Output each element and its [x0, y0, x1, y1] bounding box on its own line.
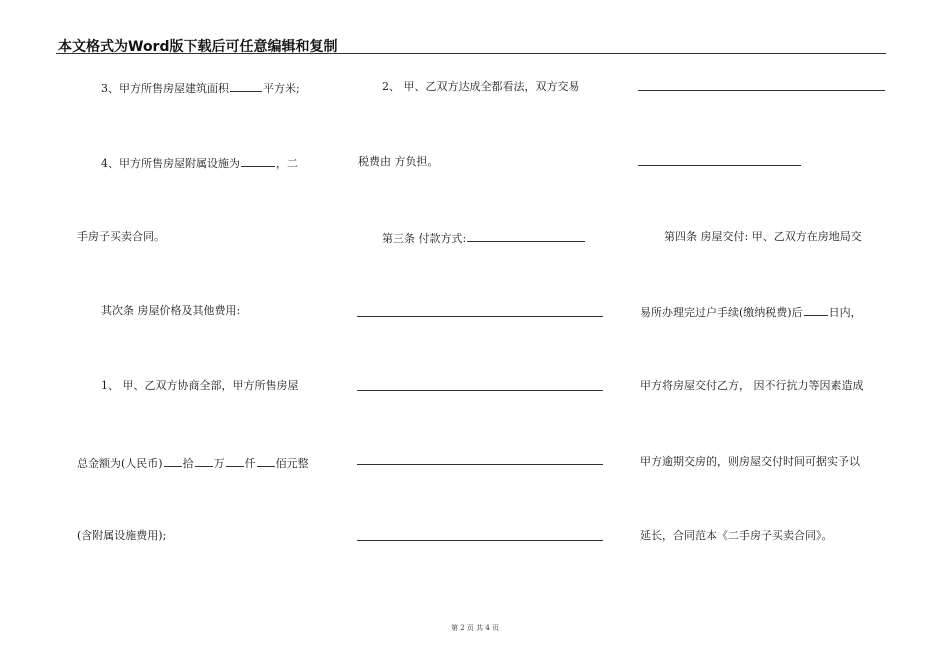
col1-clause-4-text: 4、甲方所售房屋附属设施为 [101, 157, 240, 170]
total-amount-label: 总金额为(人民币) [77, 457, 163, 470]
unit-wan: 万 [213, 457, 225, 470]
area-blank[interactable] [230, 80, 262, 92]
payment-line-2[interactable] [357, 390, 603, 391]
col3-line-2[interactable] [638, 165, 801, 166]
col1-includes-facilities: (含附属设施费用); [77, 529, 167, 542]
col3-line-1[interactable] [638, 90, 885, 91]
facilities-blank[interactable] [241, 155, 275, 167]
col3-transfer-clause [640, 304, 862, 320]
col1-total-amount [77, 455, 309, 471]
unit-bai: 佰元整 [275, 457, 309, 470]
transfer-clause-text: 易所办理完过户手续(缴纳税费)后 [640, 306, 803, 319]
col3-overdue: 甲方逾期交房的，则房屋交付时间可据实予以 [640, 455, 860, 468]
col3-extension: 延长，合同范本《二手房子买卖合同》。 [640, 529, 833, 542]
unit-shi: 拾 [182, 457, 194, 470]
amount-blank-1[interactable] [164, 455, 182, 467]
col2-tax-bearer: 税费由 方负担。 [358, 155, 439, 168]
col1-clause-3 [101, 80, 300, 96]
header-rule [56, 53, 886, 54]
col1-clause-3-text: 3、甲方所售房屋建筑面积 [101, 82, 229, 95]
unit-qian: 仟 [244, 457, 256, 470]
col1-clause-4-tail: ，二 [276, 157, 298, 170]
days-blank[interactable] [804, 304, 828, 316]
payment-line-4[interactable] [357, 540, 603, 541]
payment-method-blank[interactable] [467, 230, 585, 242]
document-header-title: 本文格式为Word版下载后可任意编辑和复制 [58, 39, 338, 55]
col3-delivery: 甲方将房屋交付乙方， 因不行抗力等因素造成 [640, 379, 864, 392]
payment-line-1[interactable] [357, 316, 603, 317]
amount-blank-4[interactable] [257, 455, 275, 467]
amount-blank-3[interactable] [226, 455, 244, 467]
col1-contract-name: 手房子买卖合同。 [77, 230, 165, 243]
col2-item-2: 2、 甲、乙双方达成全都看法，双方交易 [382, 80, 580, 93]
col1-article-2-item-1: 1、 甲、乙双方协商全部，甲方所售房屋 [101, 379, 299, 392]
payment-line-3[interactable] [357, 464, 603, 465]
col1-article-2-heading: 其次条 房屋价格及其他费用: [101, 304, 241, 317]
article-3-heading: 第三条 付款方式: [382, 232, 467, 245]
col3-article-4: 第四条 房屋交付: 甲、乙双方在房地局交 [664, 230, 862, 243]
transfer-clause-tail: 日内， [828, 306, 862, 319]
col1-clause-3-unit: 平方米; [263, 82, 300, 95]
col1-clause-4 [101, 155, 298, 171]
amount-blank-2[interactable] [195, 455, 213, 467]
col2-article-3 [382, 230, 586, 246]
page-number: 第 2 页 共 4 页 [450, 624, 500, 632]
